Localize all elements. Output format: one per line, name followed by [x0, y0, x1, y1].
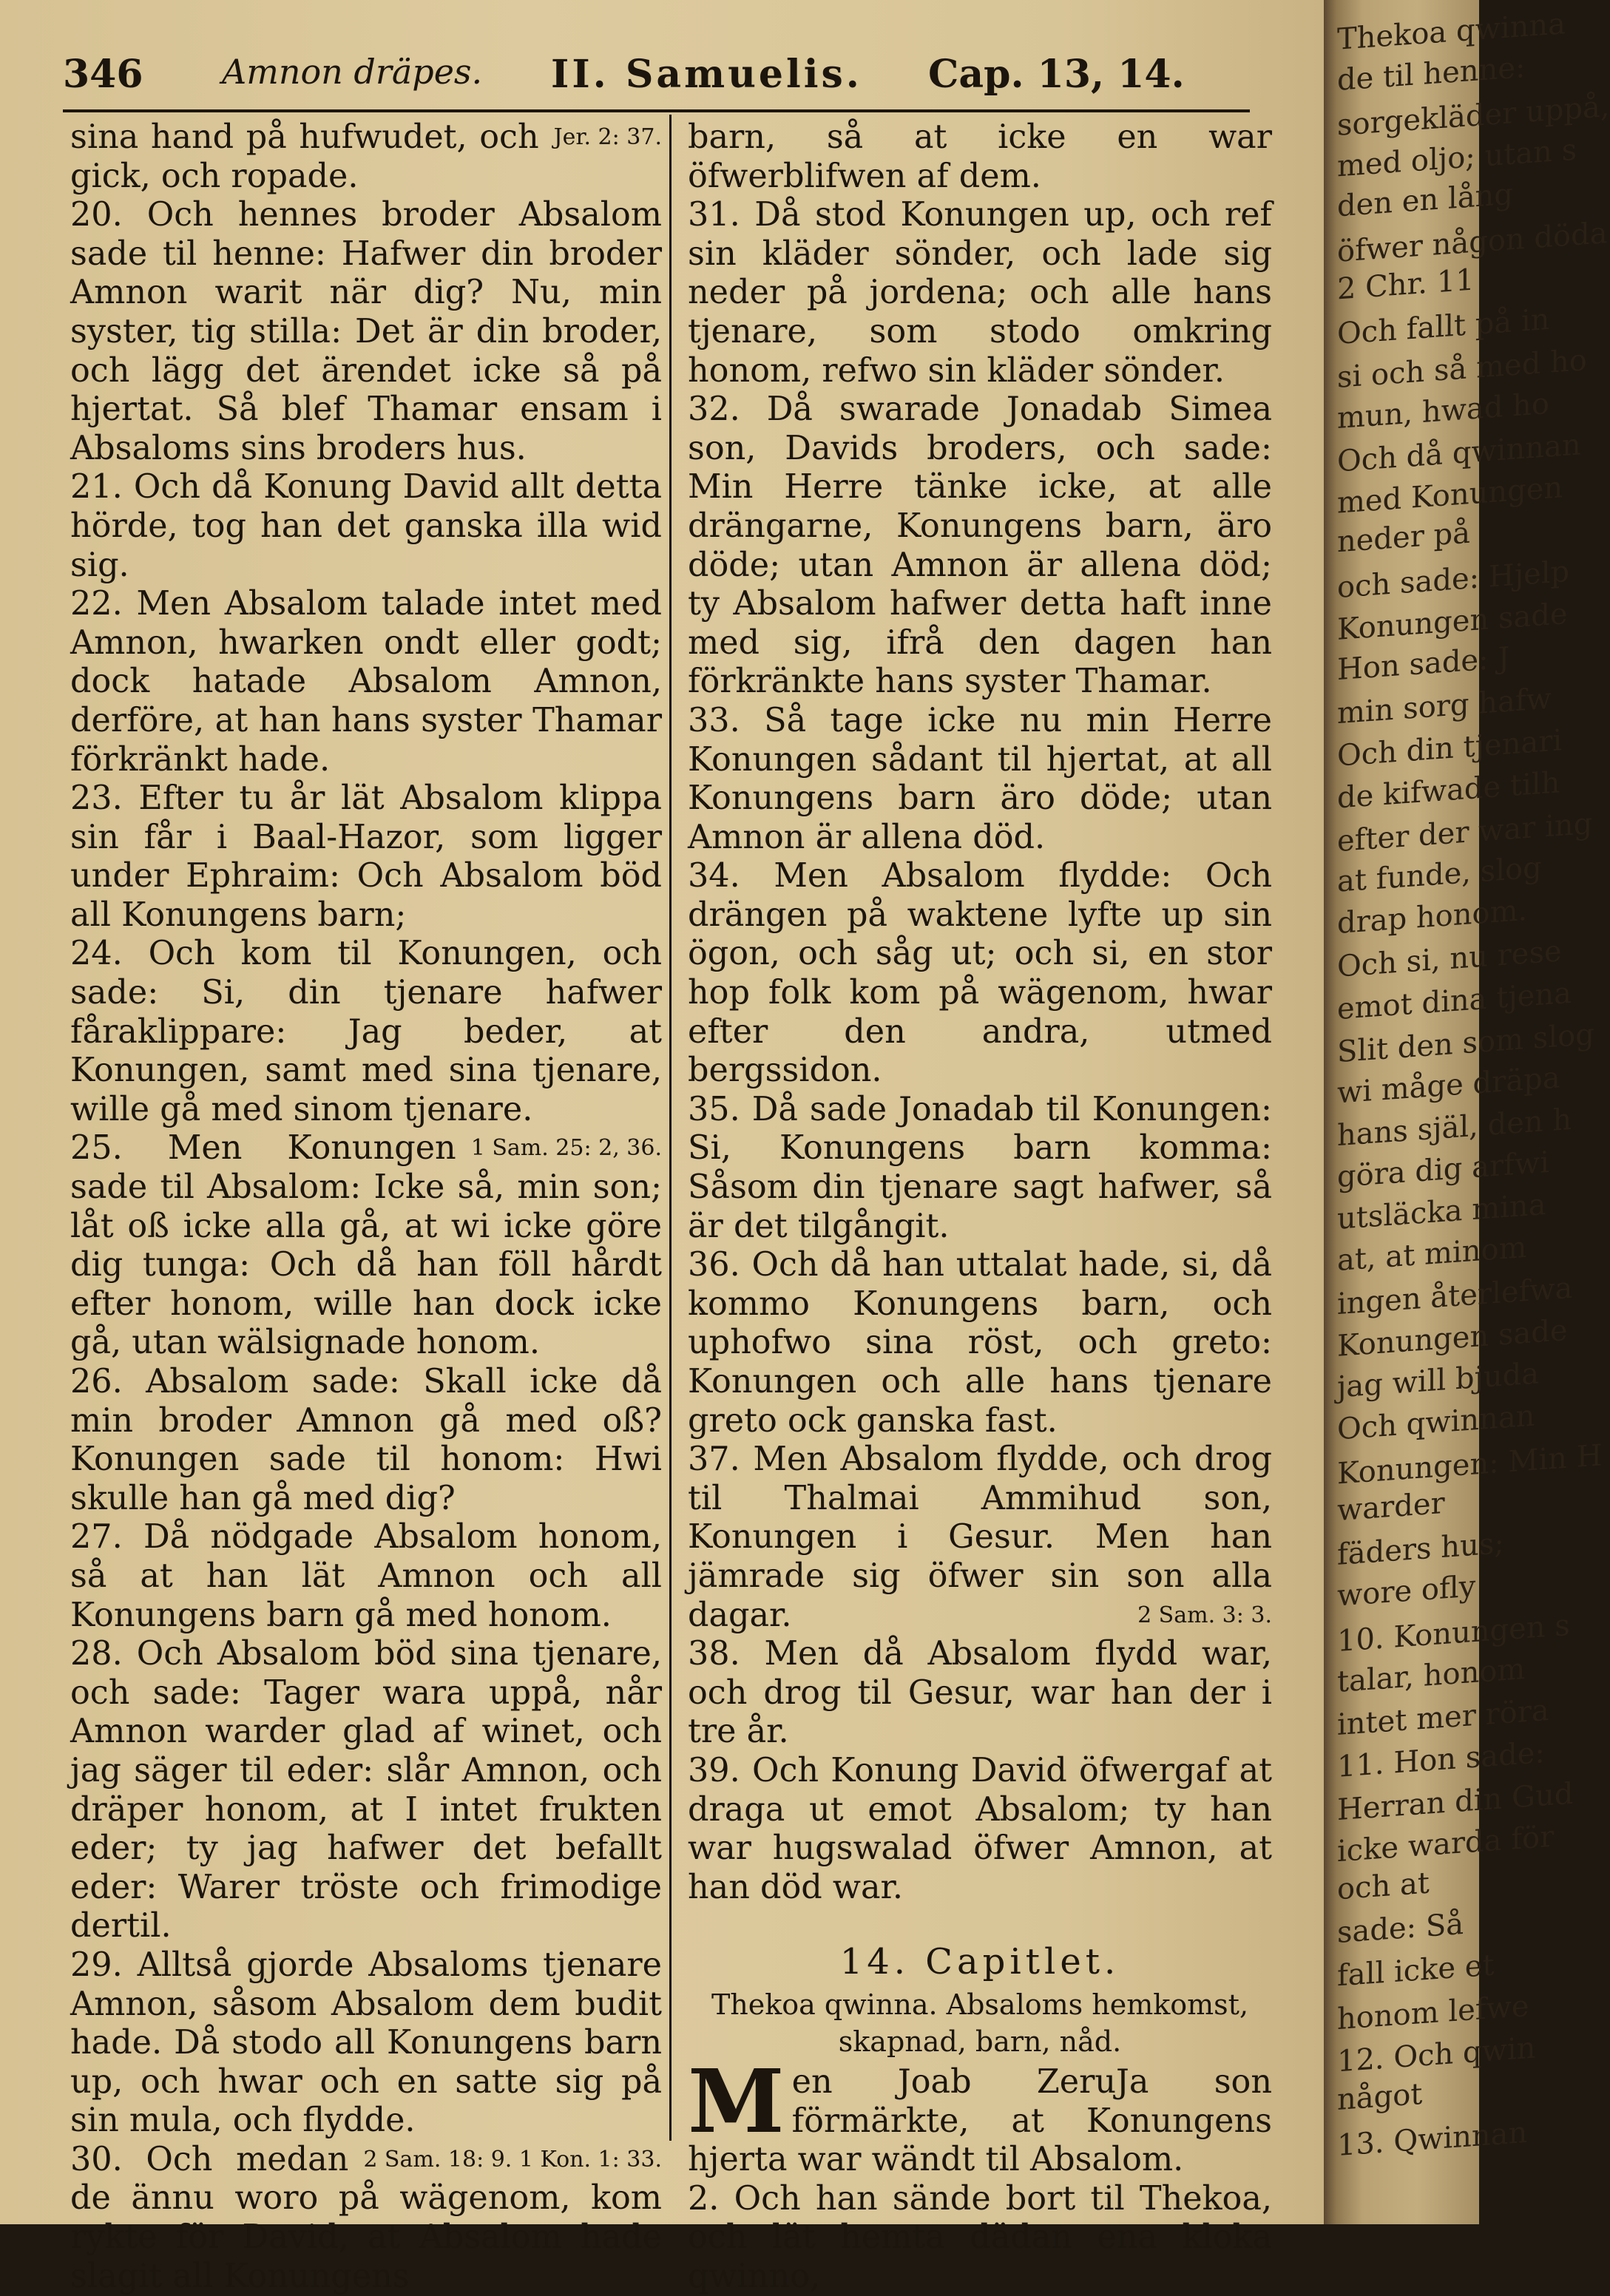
facing-page-fragment: de kifwade tilh: [1337, 765, 1560, 816]
verse-paragraph: 22. Men Absalom talade intet med Amnon, hwarken ondt eller godt; dock hatade Absalom Amnon, derföre, at han hans syster Thamar förkränkt hade.: [70, 585, 662, 779]
facing-page-fragment: 11. Hon sade:: [1337, 1735, 1545, 1784]
verse-paragraph: 29. Alltså gjorde Absaloms tjenare Amnon, såsom Absalom dem budit hade. Då stodo all Konungens barn up, och hwar och en satte sig på sin mula, och flydde. 2 Sam. 18: 9. 1 Kon. 1: 33.: [70, 1946, 662, 2141]
facing-page-edge: [1324, 0, 1610, 2224]
facing-page-fragment: mun, hwad ho: [1337, 386, 1549, 436]
facing-page-fragment: icke warda för: [1337, 1819, 1555, 1869]
facing-page-fragment: och at: [1337, 1866, 1430, 1907]
page-number: 346: [63, 52, 143, 97]
facing-page-fragment: intet mer röra: [1337, 1693, 1549, 1743]
facing-page-fragment: med oljo; utan s: [1337, 132, 1577, 184]
chapter-summary: Thekoa qwinna. Absaloms hemkomst, skapnad, barn, nåd.: [711, 1988, 1249, 2058]
facing-page-fragment: at funde, slog: [1337, 850, 1542, 899]
facing-page-fragment: Och qwinnan: [1337, 1398, 1535, 1447]
verse-paragraph: 37. Men Absalom flydde, och drog til Thalmai Ammihud son, Konungen i Gesur. Men han jämrade sig öfwer sin son alla dagar. 2 Sam. 3: 3.: [688, 1440, 1272, 1634]
facing-page-fragment: Konungen sade: [1337, 1313, 1568, 1364]
verse-paragraph: 24. Och kom til Konungen, och sade: Si, din tjenare hafwer fåraklippare: Jag beder, at Konungen, samt med sina tjenare, wille gå med sinom tjenare. 1 Sam. 25: 2, 36.: [70, 935, 662, 1129]
facing-page-fragment: fall icke et: [1337, 1948, 1495, 1994]
verse-paragraph: 31. Då stod Konungen up, och ref sin kläder sönder, och lade sig neder på jordena; och alle hans tjenare, som stodo omkring honom, refwo sin kläder sönder.: [688, 196, 1272, 390]
facing-page-fragment: något: [1337, 2076, 1423, 2118]
chapter-reference: Cap. 13, 14.: [928, 52, 1185, 97]
facing-page-fragment: drap honom.: [1337, 893, 1528, 941]
facing-page-fragment: Och då qwinnan: [1337, 427, 1581, 479]
verse-paragraph: Jer. 2: 37. sina hand på hufwudet, och gick, och ropade.: [70, 118, 662, 195]
verse-paragraph: 23. Efter tu år lät Absalom klippa sin får i Baal-Hazor, som ligger under Ephraim: Och Absalom böd all Konungens barn;: [70, 779, 662, 934]
verse-paragraph: 35. Då sade Jonadab til Konungen: Si, Konungens barn komma: Såsom din tjenare sagt hafwer, så är det tilgångit.: [688, 1090, 1272, 1245]
facing-page-fragment: honom lefwe: [1337, 1988, 1529, 2037]
facing-page-fragment: jag will bjuda: [1337, 1356, 1540, 1405]
facing-page-fragment: Och fallt på in: [1337, 302, 1550, 352]
page-header: [63, 52, 1246, 104]
facing-page-fragment: Konungen: Min H: [1337, 1438, 1603, 1491]
cross-reference: Jer. 2: 37.: [553, 124, 662, 150]
facing-page-fragment: Hon sade: J: [1337, 640, 1510, 688]
facing-page-fragment: 10. Konungen s: [1337, 1608, 1570, 1659]
verse-paragraph: barn, så at icke en war öfwerblifwen af dem.: [688, 118, 1272, 195]
verse-paragraph: 26. Absalom sade: Skall icke då min broder Amnon gå med oß? Konungen sade til honom: Hwi skulle han gå med dig?: [70, 1363, 662, 1517]
facing-page-fragment: och sade: Hjelp: [1337, 555, 1570, 605]
verse-paragraph: 30. Och medan de ännu woro på wägenom, kom rykte för David, at Absalom hade slagit all Konungens: [70, 2140, 662, 2295]
facing-page-fragment: sade: Så: [1337, 1907, 1464, 1950]
verse-paragraph: 39. Och Konung David öfwergaf at draga ut emot Absalom; ty han war hugswalad öfwer Amnon, at han död war.: [688, 1751, 1272, 1906]
facing-page-fragment: den en lång: [1337, 177, 1513, 224]
facing-page-fragment: Konungen sade: [1337, 597, 1568, 647]
book-title: II. Samuelis.: [551, 52, 862, 97]
facing-page-fragment: ingen återlefwa: [1337, 1270, 1573, 1322]
facing-page-fragment: sorgekläder uppå,: [1337, 89, 1610, 143]
right-column: [688, 118, 1272, 2296]
facing-page-fragment: med Konungen: [1337, 470, 1563, 521]
verse-paragraph: 33. Så tage icke nu min Herre Konungen sådant til hjertat, at all Konungens barn äro döde; utan Amnon är allena död.: [688, 701, 1272, 856]
verse-paragraph: Men Joab ZeruJa son förmärkte, at Konungens hjerta war wändt til Absalom.: [688, 2049, 1272, 2179]
facing-page-fragment: efter der war ing: [1337, 806, 1593, 859]
facing-page-fragment: de til henne:: [1337, 50, 1526, 98]
verse-paragraph: 32. Då swarade Jonadab Simea son, Davids broders, och sade: Min Herre tänke icke, at alle drängarne, Konungens barn, äro döde; utan Amnon är allena död; ty Absalom hafwer detta haft inne med sig, ifrå den dagen han förkränkte hans syster Thamar.: [688, 390, 1272, 701]
verse-paragraph: 2. Och han sände bort til Thekoa, och lät hemta dädan ena kloka qwinno,: [688, 2179, 1272, 2295]
facing-page-fragment: öfwer någon döda: [1337, 216, 1608, 269]
facing-page-fragment: min sorg hafw: [1337, 681, 1552, 731]
verse-paragraph: 36. Och då han uttalat hade, si, då kommo Konungens barn, och uphofwo sina röst, och greto: Konungen och alle hans tjenare greto ock ganska fast.: [688, 1246, 1272, 1440]
facing-page-fragment: talar, honom: [1337, 1652, 1526, 1699]
facing-page-fragment: si och så med ho: [1337, 343, 1587, 395]
facing-page-fragment: emot dina tjena: [1337, 975, 1572, 1027]
facing-page-fragment: hans själ, den h: [1337, 1102, 1572, 1154]
verse-paragraph: 20. Och hennes broder Absalom sade til henne: Hafwer din broder Amnon warit när dig? Nu, min syster, tig stilla: Det är din broder, och lägg det ärendet icke så på hjertat. Så blef Thamar ensam i Absaloms sins broders hus.: [70, 196, 662, 467]
verse-paragraph: 38. Men då Absalom flydd war, och drog til Gesur, war han der i tre år.: [688, 1635, 1272, 1751]
facing-page-fragment: 12. Och qwin: [1337, 2031, 1536, 2079]
cross-reference: 1 Sam. 25: 2, 36.: [470, 1135, 662, 1162]
facing-page-fragment: Och din tjenari: [1337, 723, 1563, 773]
left-column: [70, 118, 662, 2296]
facing-page-fragment: neder på: [1337, 515, 1470, 560]
facing-page-fragment: at, at minom: [1337, 1230, 1527, 1278]
facing-page-fragment: utsläcka mina: [1337, 1188, 1546, 1236]
facing-page-fragment: Herran din Gud: [1337, 1776, 1574, 1828]
running-title: Amnon dräpes.: [222, 52, 483, 92]
facing-page-fragment: 2 Chr. 11: [1337, 263, 1475, 307]
verse-paragraph: 27. Då nödgade Absalom honom, så at han lät Amnon och all Konungens barn gå med honom.: [70, 1518, 662, 1634]
chapter-heading: 14. Capitlet.: [839, 1941, 1120, 1983]
facing-page-fragment: wi måge dräpa: [1337, 1060, 1560, 1111]
column-divider: [669, 115, 672, 2141]
verse-paragraph: 25. Men Konungen sade til Absalom: Icke så, min son; låt oß icke alla gå, at wi icke göre dig tunga: Och då han föll hårdt efter honom, wille han dock icke gå, utan wälsignade honom.: [70, 1129, 662, 1362]
verse-paragraph: 28. Och Absalom böd sina tjenare, och sade: Tager wara uppå, når Amnon warder glad af winet, och jag säger til eder: slår Amnon, och dräper honom, at I intet frukten eder; ty jag hafwer det befallt eder: Warer tröste och frimodige dertil.: [70, 1635, 662, 1945]
verse-paragraph: 34. Men Absalom flydde: Och drängen på waktene lyfte up sin ögon, och såg ut; och si, en stor hop folk kom på wägenom, hwar efter den andra, utmed bergssidon.: [688, 857, 1272, 1090]
facing-page-fragment: 13. Qwinnan: [1337, 2116, 1528, 2163]
cross-reference: 2 Sam. 3: 3.: [1137, 1602, 1272, 1628]
header-rule: [63, 109, 1250, 112]
facing-page-fragment: fäders hus;: [1337, 1526, 1504, 1572]
facing-page-fragment: göra dig arfwi: [1337, 1145, 1549, 1195]
cross-reference: 2 Sam. 18: 9. 1 Kon. 1: 33.: [363, 2146, 662, 2173]
facing-page-fragment: wore ofly: [1337, 1569, 1476, 1613]
facing-page-fragment: warder: [1337, 1486, 1445, 1528]
facing-page-fragment: Thekoa qwinna: [1337, 7, 1566, 57]
facing-page-fragment: Och si, nu rese: [1337, 934, 1562, 984]
facing-page-fragment: Slit den som slog: [1337, 1017, 1594, 1070]
verse-paragraph: 21. Och då Konung David allt detta hörde, tog han det ganska illa wid sig.: [70, 468, 662, 584]
drop-cap: M: [688, 2049, 785, 2153]
